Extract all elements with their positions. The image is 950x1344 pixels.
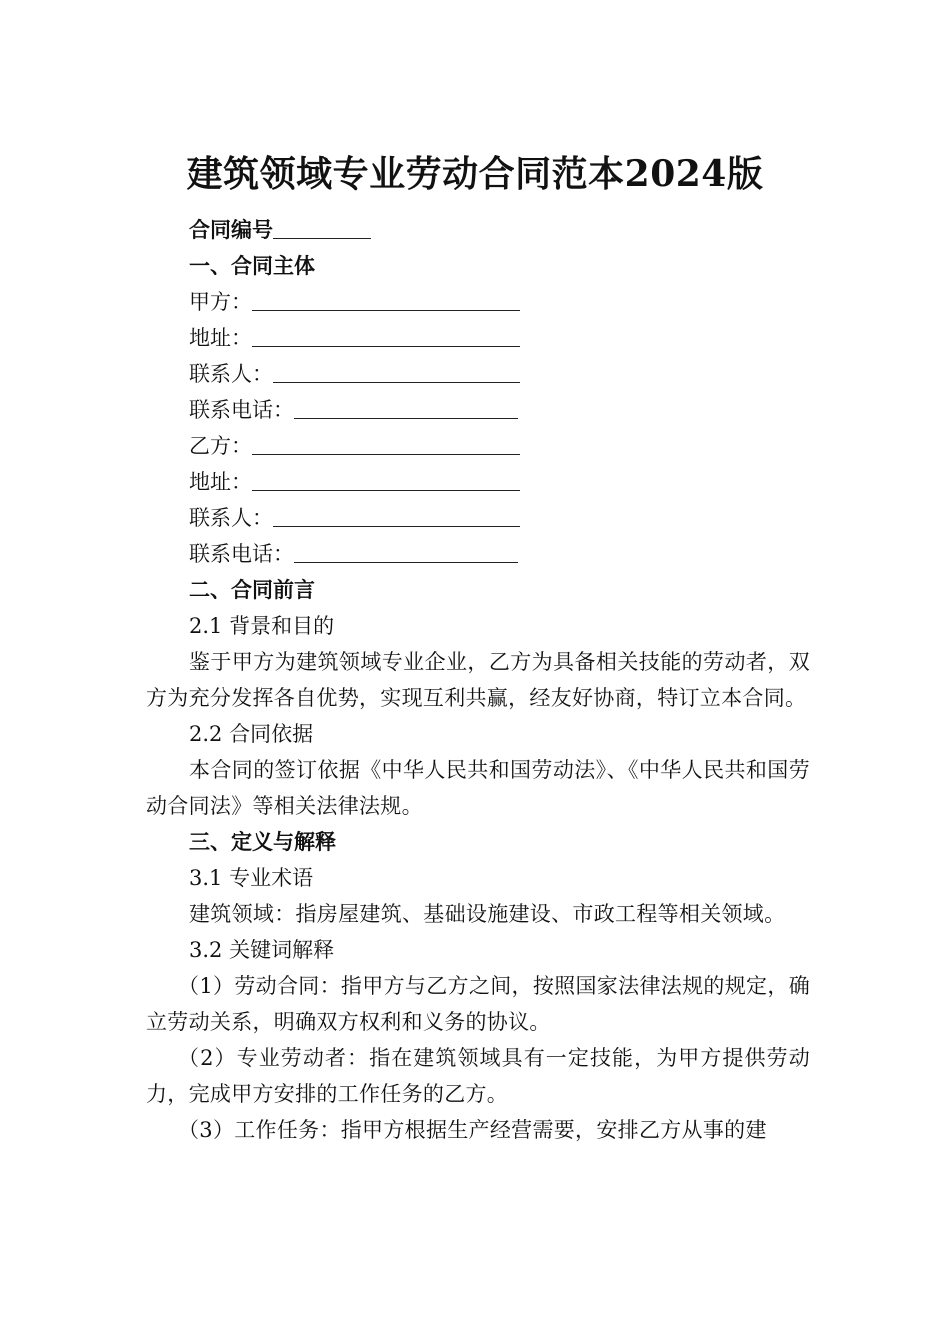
subsection-title: 3.1 专业术语 [189, 866, 314, 890]
field-blank [252, 468, 520, 491]
field-label: 联系电话： [189, 398, 294, 422]
section-heading: 三、定义与解释 [189, 829, 336, 854]
field-blank [252, 288, 520, 311]
paragraph: 建筑领域：指房屋建筑、基础设施建设、市政工程等相关领域。 [189, 902, 786, 926]
field-label: 地址： [189, 470, 252, 494]
field-phone-a [146, 392, 810, 428]
field-blank [273, 504, 520, 527]
field-blank [252, 432, 520, 455]
field-label: 联系电话： [189, 542, 294, 566]
section-heading: 二、合同前言 [189, 577, 315, 602]
document-body [146, 212, 810, 1148]
field-label: 乙方： [189, 434, 252, 458]
field-party-b [146, 428, 810, 464]
list-item: （3）工作任务：指甲方根据生产经营需要，安排乙方从事的建 [178, 1118, 767, 1142]
field-blank [294, 540, 518, 563]
field-label: 联系人： [189, 362, 273, 386]
contract-number-line [146, 212, 810, 248]
document-title: 建筑领域专业劳动合同范本2024版 [186, 153, 764, 195]
field-label: 地址： [189, 326, 252, 350]
field-party-a [146, 284, 810, 320]
contract-number-label: 合同编号 [189, 217, 273, 242]
field-blank [252, 324, 520, 347]
field-phone-b [146, 536, 810, 572]
field-contact-a [146, 356, 810, 392]
list-item: （2）专业劳动者：指在建筑领域具有一定技能，为甲方提供劳动力，完成甲方安排的工作任务的乙方。 [146, 1046, 810, 1106]
subsection-title: 2.1 背景和目的 [189, 614, 335, 638]
subsection-title: 3.2 关键词解释 [189, 938, 335, 962]
field-contact-b [146, 500, 810, 536]
contract-number-blank [273, 216, 371, 239]
paragraph: 鉴于甲方为建筑领域专业企业，乙方为具备相关技能的劳动者，双方为充分发挥各自优势，实现互利共赢，经友好协商，特订立本合同。 [146, 650, 810, 710]
field-address-a [146, 320, 810, 356]
field-label: 甲方： [189, 290, 252, 314]
field-blank [273, 360, 520, 383]
field-label: 联系人： [189, 506, 273, 530]
field-blank [294, 396, 518, 419]
section-heading: 一、合同主体 [189, 253, 315, 278]
paragraph: 本合同的签订依据《中华人民共和国劳动法》、《中华人民共和国劳动合同法》等相关法律法规。 [146, 758, 810, 818]
field-address-b [146, 464, 810, 500]
subsection-title: 2.2 合同依据 [189, 722, 314, 746]
list-item: （1）劳动合同：指甲方与乙方之间，按照国家法律法规的规定，确立劳动关系，明确双方权利和义务的协议。 [146, 974, 810, 1034]
